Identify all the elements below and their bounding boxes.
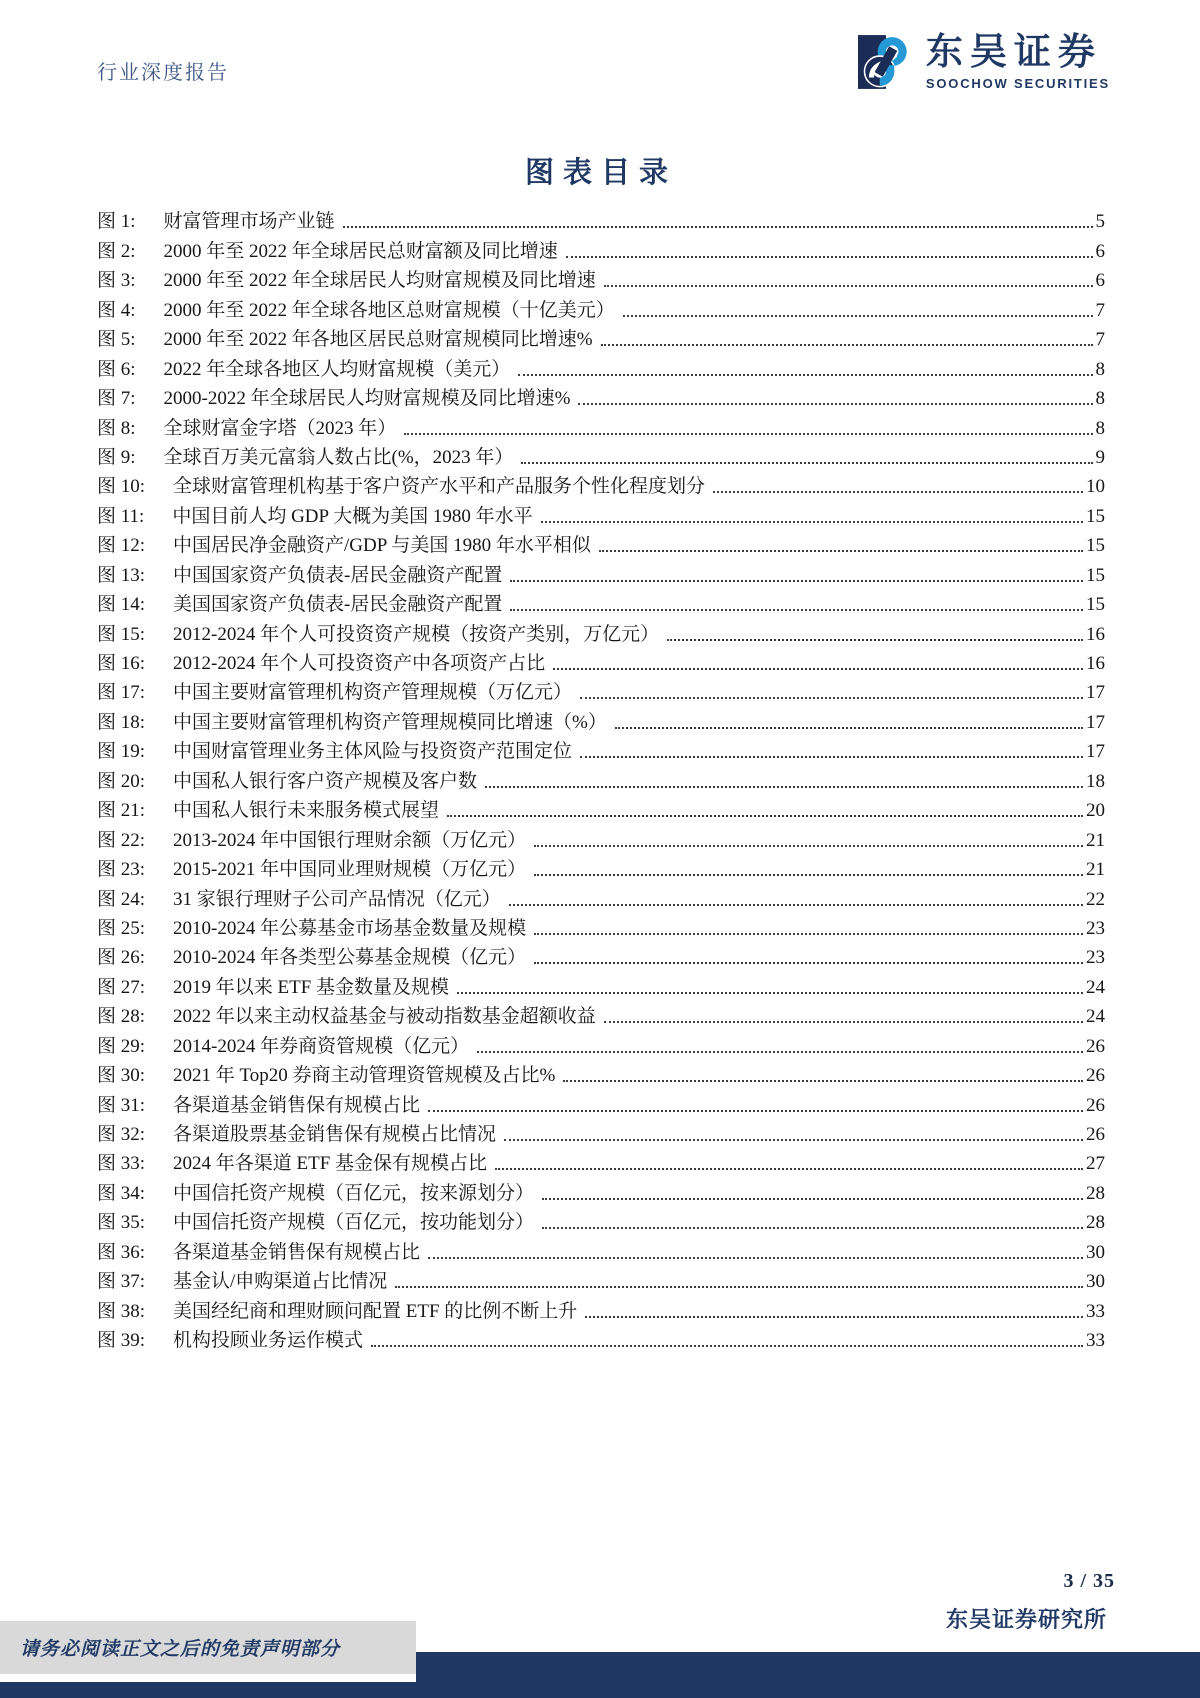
toc-entry[interactable] xyxy=(97,881,1105,910)
toc-entry-label: 图 13: xyxy=(97,564,146,586)
toc-entry[interactable] xyxy=(97,793,1105,822)
toc-entry-label: 图 38: xyxy=(97,1300,146,1322)
toc-entry-title: 各渠道基金销售保有规模占比 xyxy=(173,1241,421,1263)
toc-entry-page: 16 xyxy=(1086,653,1105,674)
toc-entry-page: 18 xyxy=(1086,770,1105,792)
toc-entry-page: 7 xyxy=(1095,329,1105,351)
toc-entry-label: 图 31: xyxy=(97,1094,146,1116)
toc-entry-label: 图 10: xyxy=(97,476,146,498)
brand-name-cn: 东吴证券 xyxy=(925,32,1102,73)
toc-entry[interactable] xyxy=(97,410,1105,439)
toc-dot-leader xyxy=(518,374,1092,376)
toc-dot-leader xyxy=(534,933,1083,935)
toc-entry[interactable] xyxy=(97,1234,1105,1263)
toc-entry-label: 图 30: xyxy=(97,1065,146,1087)
toc-entry-page: 8 xyxy=(1095,388,1105,410)
footer-band-right xyxy=(416,1652,1200,1698)
page-title: 图表目录 xyxy=(524,157,677,189)
toc-dot-leader xyxy=(563,1080,1083,1082)
toc-entry-title: 2010-2024 年公募基金市场基金数量及规模 xyxy=(173,917,527,939)
toc-dot-leader xyxy=(521,462,1092,464)
report-type-label: 行业深度报告 xyxy=(97,62,229,84)
toc-dot-leader xyxy=(485,786,1083,788)
toc-entry[interactable] xyxy=(97,940,1105,969)
toc-entry[interactable] xyxy=(97,763,1105,792)
toc-entry-page: 8 xyxy=(1095,358,1105,380)
toc-entry-label: 图 35: xyxy=(97,1212,146,1234)
toc-entry-page: 15 xyxy=(1086,505,1105,527)
toc-entry-label: 图 36: xyxy=(97,1241,146,1263)
toc-entry-page: 17 xyxy=(1086,741,1105,763)
toc-entry-label: 图 7: xyxy=(97,388,136,410)
toc-entry-label: 图 21: xyxy=(97,800,146,822)
toc-entry-page: 26 xyxy=(1086,1094,1105,1116)
toc-entry-page: 8 xyxy=(1095,417,1105,439)
brand-logo xyxy=(858,34,1110,91)
toc-dot-leader xyxy=(541,521,1083,523)
toc-entry[interactable] xyxy=(97,292,1105,321)
toc-entry[interactable] xyxy=(97,616,1105,645)
toc-entry[interactable] xyxy=(97,1175,1105,1204)
toc-entry-title: 全球百万美元富翁人数占比(%，2023 年） xyxy=(163,446,514,468)
toc-entry[interactable] xyxy=(97,528,1105,557)
toc-entry-page: 28 xyxy=(1086,1212,1105,1234)
toc-dot-leader xyxy=(713,491,1083,493)
toc-entry-label: 图 32: xyxy=(97,1124,146,1145)
toc-entry[interactable] xyxy=(97,999,1105,1028)
toc-entry-title: 全球财富金字塔（2023 年） xyxy=(163,417,397,439)
toc-entry-page: 16 xyxy=(1086,623,1105,645)
toc-entry-page: 28 xyxy=(1086,1182,1105,1204)
toc-entry-label: 图 24: xyxy=(97,888,146,910)
toc-entry[interactable] xyxy=(97,1293,1105,1322)
toc-dot-leader xyxy=(395,1286,1083,1288)
toc-entry[interactable] xyxy=(97,587,1105,616)
toc-entry-label: 图 29: xyxy=(97,1035,146,1057)
toc-entry-title: 全球财富管理机构基于客户资产水平和产品服务个性化程度划分 xyxy=(173,476,706,498)
toc-entry-label: 图 34: xyxy=(97,1182,146,1204)
toc-entry-page: 23 xyxy=(1086,917,1105,939)
toc-entry-page: 17 xyxy=(1086,682,1105,704)
toc-entry-page: 26 xyxy=(1086,1124,1105,1145)
toc-entry-title: 美国国家资产负债表-居民金融资产配置 xyxy=(173,594,503,616)
toc-dot-leader xyxy=(623,315,1093,317)
toc-entry-title: 中国信托资产规模（百亿元，按功能划分） xyxy=(173,1212,535,1234)
toc-entry-label: 图 17: xyxy=(97,682,146,704)
toc-entry[interactable] xyxy=(97,322,1105,351)
toc-entry-title: 中国私人银行客户资产规模及客户数 xyxy=(173,770,478,792)
toc-dot-leader xyxy=(404,433,1092,435)
toc-entry-title: 机构投顾业务运作模式 xyxy=(173,1330,364,1352)
toc-entry-label: 图 16: xyxy=(97,653,146,674)
toc-entry[interactable] xyxy=(97,704,1105,733)
toc-entry[interactable] xyxy=(97,911,1105,940)
toc-entry-label: 图 15: xyxy=(97,623,146,645)
toc-entry-page: 33 xyxy=(1086,1300,1105,1322)
toc-entry-title: 中国信托资产规模（百亿元，按来源划分） xyxy=(173,1182,535,1204)
toc-entry[interactable] xyxy=(97,557,1105,586)
toc-entry-title: 2013-2024 年中国银行理财余额（万亿元） xyxy=(173,829,527,851)
toc-entry[interactable] xyxy=(97,646,1105,675)
toc-entry-title: 2019 年以来 ETF 基金数量及规模 xyxy=(173,976,450,998)
toc-entry-page: 9 xyxy=(1095,446,1105,468)
toc-entry-title: 各渠道股票基金销售保有规模占比情况 xyxy=(173,1124,497,1145)
toc-entry[interactable] xyxy=(97,1028,1105,1057)
toc-entry-page: 22 xyxy=(1086,888,1105,910)
toc-entry[interactable] xyxy=(97,1117,1105,1146)
toc-entry[interactable] xyxy=(97,822,1105,851)
toc-dot-leader xyxy=(580,697,1083,699)
toc-entry-page: 6 xyxy=(1095,240,1105,262)
toc-dot-leader xyxy=(428,1257,1083,1259)
toc-entry-page: 24 xyxy=(1086,976,1105,998)
toc-entry-title: 中国目前人均 GDP 大概为美国 1980 年水平 xyxy=(172,505,533,527)
toc-dot-leader xyxy=(534,962,1083,964)
toc-dot-leader xyxy=(578,403,1092,405)
toc-dot-leader xyxy=(604,285,1093,287)
toc-entry-title: 2012-2024 年个人可投资资产中各项资产占比 xyxy=(173,653,546,674)
toc-entry-title: 2000 年至 2022 年全球居民人均财富规模及同比增速 xyxy=(163,270,596,292)
toc-entry-page: 15 xyxy=(1086,564,1105,586)
page-number-indicator: 3 / 35 xyxy=(1063,1570,1115,1592)
toc-dot-leader xyxy=(604,1021,1083,1023)
toc-entry-page: 17 xyxy=(1086,711,1105,733)
toc-entry-title: 中国主要财富管理机构资产管理规模（万亿元） xyxy=(173,682,573,704)
toc-entry-label: 图 12: xyxy=(97,535,146,557)
toc-entry-page: 24 xyxy=(1086,1006,1105,1028)
toc-entry-title: 2000-2022 年全球居民人均财富规模及同比增速% xyxy=(163,388,571,410)
toc-list xyxy=(97,204,1105,1352)
toc-entry[interactable] xyxy=(97,1058,1105,1087)
toc-entry[interactable] xyxy=(97,204,1105,233)
toc-entry-page: 30 xyxy=(1086,1271,1105,1293)
toc-entry-title: 31 家银行理财子公司产品情况（亿元） xyxy=(173,888,501,910)
toc-entry-title: 2014-2024 年券商资管规模（亿元） xyxy=(173,1035,470,1057)
toc-entry[interactable] xyxy=(97,1205,1105,1234)
toc-entry-label: 图 27: xyxy=(97,976,146,998)
toc-entry[interactable] xyxy=(97,263,1105,292)
toc-entry-page: 23 xyxy=(1086,947,1105,969)
toc-dot-leader xyxy=(601,344,1093,346)
toc-entry-label: 图 8: xyxy=(97,417,136,439)
toc-dot-leader xyxy=(428,1110,1083,1112)
toc-entry-label: 图 14: xyxy=(97,594,146,616)
toc-entry-title: 2021 年 Top20 券商主动管理资管规模及占比% xyxy=(173,1065,556,1087)
brand-name-en: SOOCHOW SECURITIES xyxy=(925,75,1110,91)
toc-entry-label: 图 26: xyxy=(97,947,146,969)
toc-entry[interactable] xyxy=(97,852,1105,881)
toc-entry-label: 图 25: xyxy=(97,917,146,939)
toc-entry-title: 中国私人银行未来服务模式展望 xyxy=(173,800,440,822)
toc-entry-page: 7 xyxy=(1095,299,1105,321)
toc-dot-leader xyxy=(504,1139,1083,1141)
toc-entry-page: 6 xyxy=(1095,270,1105,292)
toc-entry-page: 27 xyxy=(1086,1153,1105,1175)
toc-entry-title: 2022 年全球各地区人均财富规模（美元） xyxy=(163,358,511,380)
toc-dot-leader xyxy=(667,639,1083,641)
toc-entry-label: 图 39: xyxy=(97,1330,146,1352)
toc-dot-leader xyxy=(343,226,1093,228)
toc-entry-label: 图 11: xyxy=(97,505,145,527)
brand-text xyxy=(926,34,1110,91)
toc-entry-title: 基金认/申购渠道占比情况 xyxy=(173,1271,388,1293)
toc-entry[interactable] xyxy=(97,675,1105,704)
toc-entry-title: 2012-2024 年个人可投资资产规模（按资产类别，万亿元） xyxy=(173,623,660,645)
toc-entry-title: 中国居民净金融资产/GDP 与美国 1980 年水平相似 xyxy=(173,535,591,557)
toc-entry-page: 5 xyxy=(1095,211,1105,233)
toc-entry[interactable] xyxy=(97,969,1105,998)
toc-entry-page: 21 xyxy=(1086,859,1105,881)
toc-entry-title: 2000 年至 2022 年全球各地区总财富规模（十亿美元） xyxy=(163,299,615,321)
toc-entry[interactable] xyxy=(97,1323,1105,1352)
soochow-logo-icon xyxy=(858,35,916,89)
toc-dot-leader xyxy=(371,1345,1083,1347)
disclaimer-text: 请务必阅读正文之后的免责声明部分 xyxy=(20,1639,341,1660)
toc-dot-leader xyxy=(599,550,1083,552)
toc-entry-label: 图 19: xyxy=(97,741,146,763)
toc-dot-leader xyxy=(477,1051,1083,1053)
toc-dot-leader xyxy=(509,904,1083,906)
toc-entry-label: 图 4: xyxy=(97,299,136,321)
toc-dot-leader xyxy=(495,1168,1083,1170)
toc-entry-page: 21 xyxy=(1086,829,1105,851)
toc-entry-label: 图 6: xyxy=(97,358,136,380)
toc-dot-leader xyxy=(510,580,1083,582)
toc-entry-label: 图 18: xyxy=(97,711,146,733)
toc-dot-leader xyxy=(510,609,1083,611)
toc-dot-leader xyxy=(457,992,1083,994)
toc-entry-label: 图 23: xyxy=(97,859,146,881)
toc-entry-title: 美国经纪商和理财顾问配置 ETF 的比例不断上升 xyxy=(173,1300,578,1322)
research-institute-label: 东吴证券研究所 xyxy=(945,1607,1107,1632)
toc-entry-title: 中国财富管理业务主体风险与投资资产范围定位 xyxy=(173,741,573,763)
toc-entry-page: 33 xyxy=(1086,1330,1105,1352)
toc-entry-title: 财富管理市场产业链 xyxy=(163,211,335,233)
toc-dot-leader xyxy=(566,256,1093,258)
toc-entry[interactable] xyxy=(97,440,1105,469)
toc-entry-title: 中国国家资产负债表-居民金融资产配置 xyxy=(173,564,503,586)
toc-entry-title: 2000 年至 2022 年全球居民总财富额及同比增速 xyxy=(163,240,558,262)
toc-entry[interactable] xyxy=(97,233,1105,262)
toc-entry-label: 图 20: xyxy=(97,770,146,792)
toc-entry-title: 中国主要财富管理机构资产管理规模同比增速（%） xyxy=(173,711,607,733)
toc-entry[interactable] xyxy=(97,1087,1105,1116)
toc-dot-leader xyxy=(585,1316,1083,1318)
toc-entry[interactable] xyxy=(97,1264,1105,1293)
toc-entry-label: 图 37: xyxy=(97,1271,146,1293)
toc-entry-page: 26 xyxy=(1086,1035,1105,1057)
toc-entry-title: 2000 年至 2022 年各地区居民总财富规模同比增速% xyxy=(163,329,593,351)
toc-entry-page: 15 xyxy=(1086,535,1105,557)
toc-entry-label: 图 2: xyxy=(97,240,136,262)
toc-entry-label: 图 28: xyxy=(97,1006,146,1028)
disclaimer-box xyxy=(0,1621,416,1674)
toc-entry-label: 图 1: xyxy=(97,211,136,233)
toc-dot-leader xyxy=(615,727,1083,729)
toc-entry-page: 15 xyxy=(1086,594,1105,616)
toc-dot-leader xyxy=(447,815,1083,817)
toc-dot-leader xyxy=(542,1227,1083,1229)
toc-entry[interactable] xyxy=(97,498,1105,527)
toc-dot-leader xyxy=(542,1198,1083,1200)
toc-dot-leader xyxy=(553,668,1083,670)
toc-entry-page: 20 xyxy=(1086,800,1105,822)
toc-entry-page: 26 xyxy=(1086,1065,1105,1087)
toc-entry[interactable] xyxy=(97,1146,1105,1175)
toc-dot-leader xyxy=(534,845,1083,847)
toc-entry[interactable] xyxy=(97,381,1105,410)
toc-entry-label: 图 3: xyxy=(97,270,136,292)
toc-entry-title: 2022 年以来主动权益基金与被动指数基金超额收益 xyxy=(173,1006,596,1028)
toc-entry-label: 图 22: xyxy=(97,829,146,851)
toc-dot-leader xyxy=(580,756,1083,758)
toc-entry-page: 10 xyxy=(1086,476,1105,498)
toc-entry-label: 图 5: xyxy=(97,329,136,351)
toc-entry[interactable] xyxy=(97,734,1105,763)
footer-band-left xyxy=(0,1682,416,1698)
toc-entry[interactable] xyxy=(97,469,1105,498)
toc-entry-label: 图 9: xyxy=(97,446,136,468)
toc-entry-title: 2015-2021 年中国同业理财规模（万亿元） xyxy=(173,859,527,881)
toc-entry-title: 各渠道基金销售保有规模占比 xyxy=(173,1094,421,1116)
toc-entry-label: 图 33: xyxy=(97,1153,146,1175)
toc-entry[interactable] xyxy=(97,351,1105,380)
toc-entry-page: 30 xyxy=(1086,1241,1105,1263)
toc-entry-title: 2010-2024 年各类型公募基金规模（亿元） xyxy=(173,947,527,969)
toc-entry-title: 2024 年各渠道 ETF 基金保有规模占比 xyxy=(173,1153,488,1175)
toc-dot-leader xyxy=(534,874,1083,876)
